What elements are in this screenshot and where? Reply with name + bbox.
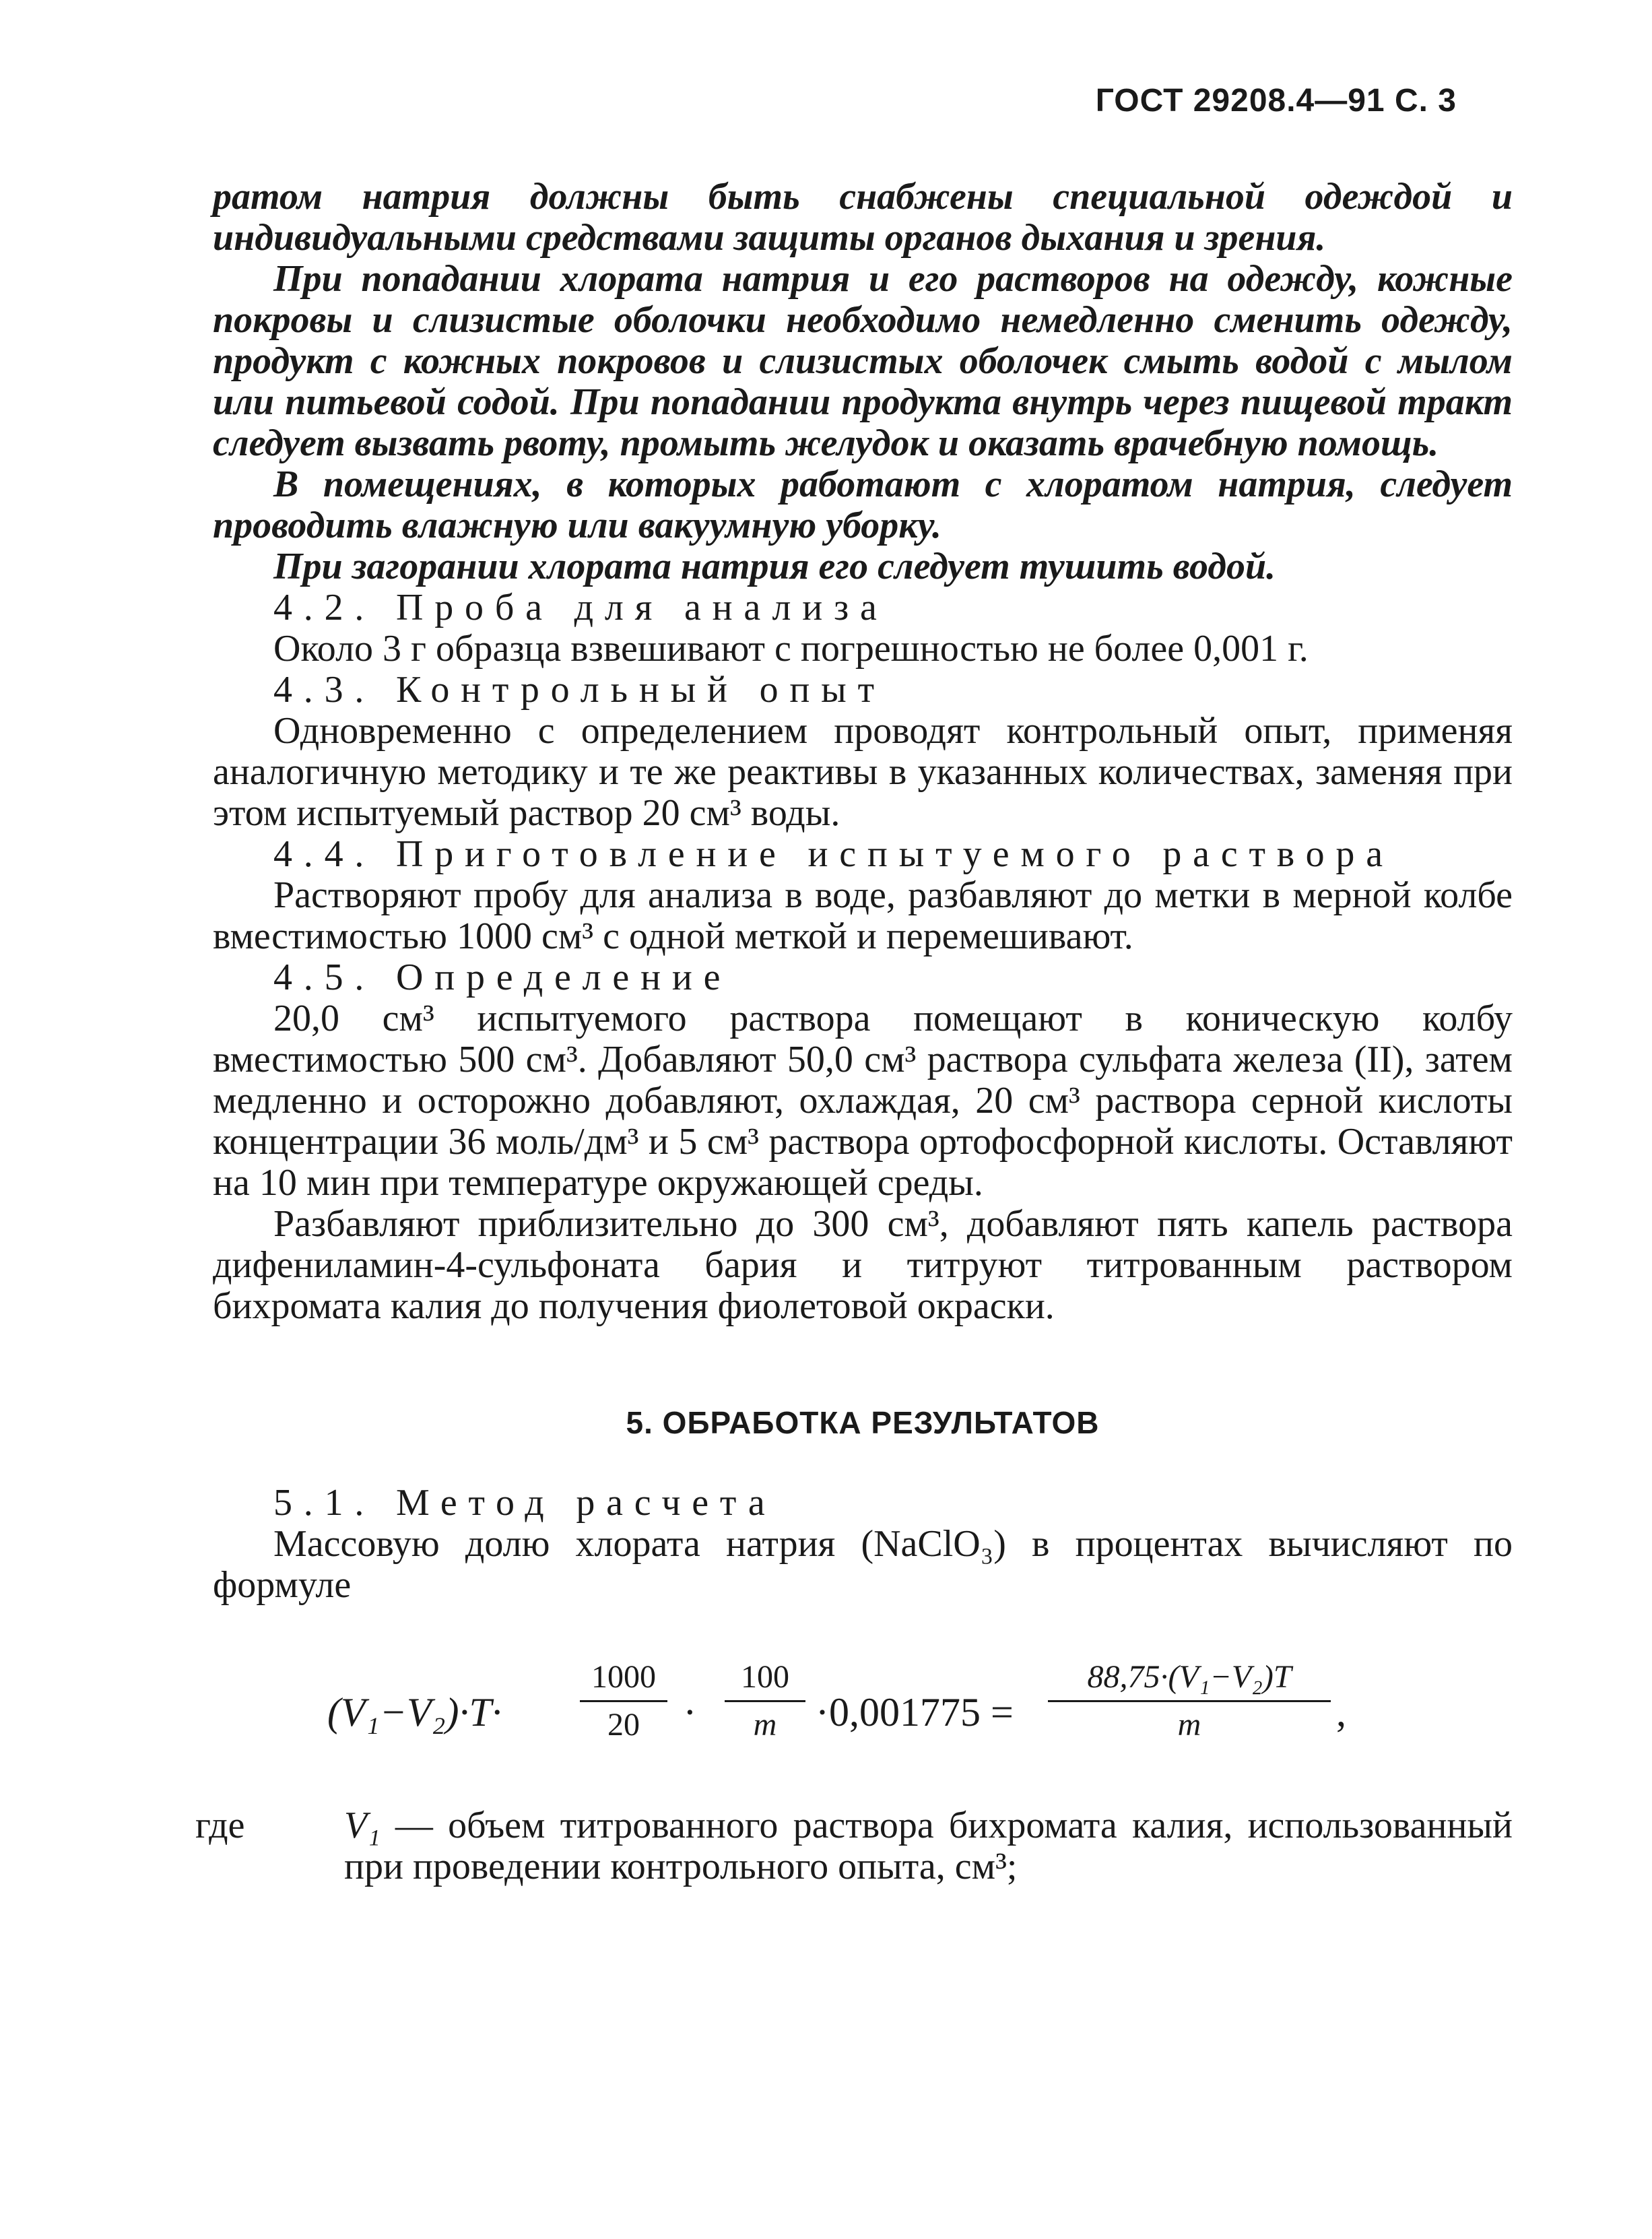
formula-legend: [195, 1805, 1513, 1887]
section-4-5-paragraph-2: Разбавляют приблизительно до 300 см³, добавляют пять капель раствора дифениламин-4-сульфоната бария и титруют титрованным раствором бихромата калия до получения фиолетовой окраски.: [213, 1203, 1513, 1327]
fraction-bar: [725, 1700, 805, 1702]
document-body: [195, 176, 1513, 1887]
safety-paragraph-2: При попадании хлората натрия и его растворов на одежду, кожные покровы и слизистые оболочки необходимо немедленно сменить одежду, продукт с кожных покровов и слизистых оболочек смыть водой с мылом или питьевой содой. При попадании продукта внутрь через пищевой тракт следует вызвать рвоту, промыть желудок и оказать врачебную помощь.: [213, 258, 1513, 464]
formula-lhs: (V₁−V₂)·T·: [327, 1690, 502, 1734]
fraction-denominator: m: [753, 1707, 777, 1743]
section-5-title: 5. ОБРАБОТКА РЕЗУЛЬТАТОВ: [626, 1405, 1100, 1440]
section-4-4-text: Растворяют пробу для анализа в воде, разбавляют до метки в мерной колбе вместимостью 1000 см³ с одной меткой и перемешивают.: [213, 874, 1513, 957]
fraction-denominator: 20: [607, 1707, 640, 1743]
fraction-bar: [580, 1700, 667, 1702]
formula-fraction-result: [1048, 1657, 1331, 1745]
fraction-denominator: m: [1177, 1707, 1201, 1743]
formula-comma: ,: [1336, 1690, 1346, 1734]
fraction-numerator: 1000: [591, 1659, 656, 1695]
where-label: где: [195, 1805, 245, 1846]
section-4-2-text: Около 3 г образца взвешивают с погрешностью не более 0,001 г.: [273, 628, 1309, 670]
safety-paragraph-1: ратом натрия должны быть снабжены специальной одеждой и индивидуальными средствами защиты органов дыхания и зрения.: [213, 176, 1513, 259]
legend-symbol: V₁: [344, 1805, 381, 1846]
safety-paragraph-4: При загорании хлората натрия его следует тушить водой.: [273, 546, 1276, 587]
formula-fraction-100-m: [725, 1657, 805, 1745]
fraction-bar: [1048, 1700, 1331, 1702]
calculation-formula: [213, 1644, 1513, 1778]
section-5-1-title: 5.1. Метод расчета: [273, 1482, 777, 1524]
section-4-4-title: 4.4. Приготовление испытуемого раствора: [273, 833, 1394, 875]
section-4-5-title: 4.5. Определение: [273, 956, 732, 998]
fraction-numerator: 88,75·(V₁−V₂)T: [1087, 1659, 1292, 1695]
section-4-5-paragraph-1: 20,0 см³ испытуемого раствора помещают в коническую колбу вместимостью 500 см³. Добавляют 50,0 см³ раствора сульфата железа (II), затем медленно и осторожно добавляют, охлаждая, 20 см³ раствора серной кислоты концентрации 36 моль/дм³ и 5 см³ раствора ортофосфорной кислоты. Оставляют на 10 мин при температуре окружающей среды.: [213, 998, 1513, 1204]
formula-fraction-1000-20: [580, 1657, 667, 1745]
section-4-3-text: Одновременно с определением проводят контрольный опыт, применяя аналогичную методику и те же реактивы в указанных количествах, заменяя при этом испытуемый раствор 20 см³ воды.: [213, 710, 1513, 834]
section-4-3-title: 4.3. Контрольный опыт: [273, 669, 886, 711]
formula-coefficient: ·0,001775 =: [816, 1690, 1014, 1734]
legend-description: — объем титрованного раствора бихромата калия, использованный при проведении контрольного опыта, см³;: [344, 1805, 1513, 1887]
section-4-2-title: 4.2. Проба для анализа: [273, 587, 888, 628]
section-5-1-text: Массовую долю хлората натрия (NaClO₃) в процентах вычисляют по формуле: [213, 1523, 1513, 1606]
standard-header: ГОСТ 29208.4—91 С. 3: [1095, 83, 1457, 119]
safety-paragraph-3: В помещениях, в которых работают с хлоратом натрия, следует проводить влажную или вакуумную уборку.: [213, 463, 1513, 546]
legend-v1: [344, 1805, 1513, 1887]
formula-dot: ·: [684, 1690, 694, 1734]
fraction-numerator: 100: [741, 1659, 789, 1695]
